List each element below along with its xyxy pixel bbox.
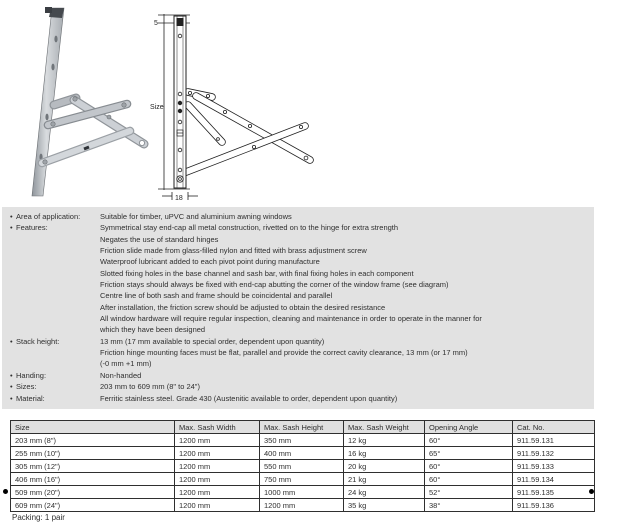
spec-line: Negates the use of standard hinges [100,234,219,244]
spec-row [10,211,588,222]
bullet-icon: • [10,382,13,392]
spec-label: Area of application: [16,212,81,221]
stay-arms-drawing [181,91,310,174]
table-cell: 911.59.131 [513,434,595,447]
spec-line: Non-handed [100,370,142,380]
row-marker-left-dot [3,489,8,494]
spec-row [10,336,588,370]
table-header-row [11,421,595,434]
bullet-icon: • [10,212,13,221]
table-cell: 16 kg [344,447,425,460]
table-cell: 406 mm (16") [11,473,175,486]
table-cell: 1200 mm [260,499,344,512]
channel-bar-drawing [174,16,186,188]
table-cell: 60° [425,434,513,447]
table-cell: 1200 mm [175,460,260,473]
table-row [11,447,595,460]
spec-row [10,393,588,404]
spec-line: 13 mm (17 mm available to special order, dependent upon quantity) [100,336,325,346]
bullet-icon: • [10,223,13,233]
spec-lines [100,393,588,404]
table-cell: 21 kg [344,473,425,486]
spec-lines [100,222,588,335]
dim-label-bottom: 18 [175,195,183,202]
spec-lines [100,370,588,381]
spec-line: Symmetrical stay end-cap all metal construction, rivetted on to the hinge for extra strength [100,223,399,233]
spec-line: Suitable for timber, uPVC and aluminium awning windows [100,212,292,221]
table-cell: 35 kg [344,499,425,512]
spec-line: Waterproof lubricant added to each pivot point during manufacture [100,257,320,267]
spec-row [10,370,588,381]
table-header-cell: Max. Sash Weight [344,421,425,434]
table-cell: 38° [425,499,513,512]
bullet-icon: • [10,393,13,403]
table-cell: 1000 mm [260,486,344,499]
table-cell: 1200 mm [175,434,260,447]
spec-label: Handing: [16,370,47,380]
spec-line: Friction slide made from glass-filled nylon and fitted with brass adjustment screw [100,246,367,256]
spec-label: Material: [16,393,45,403]
spec-line: which they have been designed [100,325,206,335]
table-cell: 203 mm (8") [11,434,175,447]
table-row [11,473,595,486]
spec-line: Ferritic stainless steel. Grade 430 (Austenitic available to order, dependent upon quantity) [100,393,398,403]
spec-label: Sizes: [16,382,37,392]
table-cell: 65° [425,447,513,460]
table-header-cell: Opening Angle [425,421,513,434]
table-row [11,460,595,473]
spec-line: All window hardware will require regular inspection, cleaning and maintenance in order to operate in the manner for [100,314,482,324]
specs-panel [2,207,594,409]
spec-row [10,381,588,392]
table-cell: 911.59.135 [513,486,595,499]
spec-line: After installation, the friction screw should be adjusted to obtain the desired resistance [100,302,386,312]
packing-note: Packing: 1 pair [12,513,65,522]
table-cell: 52° [425,486,513,499]
table-cell: 750 mm [260,473,344,486]
table-cell: 911.59.133 [513,460,595,473]
table-cell: 550 mm [260,460,344,473]
table-cell: 609 mm (24") [11,499,175,512]
table-cell: 1200 mm [175,447,260,460]
stay-arms-photo [42,97,145,164]
table-cell: 255 mm (10") [11,447,175,460]
row-marker-right-dot [589,489,594,494]
technical-drawing [150,2,318,204]
table-cell: 350 mm [260,434,344,447]
table-header-cell: Size [11,421,175,434]
spec-lines [100,211,588,222]
spec-line: Centre line of both sash and frame should be coincidental and parallel [100,291,333,301]
table-cell: 400 mm [260,447,344,460]
table-cell: 911.59.132 [513,447,595,460]
bullet-icon: • [10,336,13,346]
spec-label: Stack height: [16,336,60,346]
table-cell: 911.59.134 [513,473,595,486]
spec-line: Friction hinge mounting faces must be flat, parallel and provide the correct cavity clearance, 13 mm (or 17 mm) [100,348,468,358]
table-cell: 1200 mm [175,499,260,512]
dim-label-size: Size [150,104,164,111]
table-cell: 20 kg [344,460,425,473]
table-row [11,486,595,499]
table-header-cell: Cat. No. [513,421,595,434]
spec-line: Slotted fixing holes in the base channel and sash bar, with final fixing holes in each component [100,268,414,278]
table-cell: 60° [425,460,513,473]
table-cell: 60° [425,473,513,486]
table-cell: 305 mm (12") [11,460,175,473]
table-row [11,499,595,512]
product-table [10,420,595,512]
spec-label: Features: [16,223,48,233]
table-cell: 911.59.136 [513,499,595,512]
table-header-cell: Max. Sash Width [175,421,260,434]
table-cell: 1200 mm [175,486,260,499]
table-cell: 509 mm (20") [11,486,175,499]
bullet-icon: • [10,370,13,380]
table-cell: 24 kg [344,486,425,499]
spec-lines [100,381,588,392]
product-photo [12,5,152,201]
spec-row [10,222,588,335]
dim-label-top: 5 [154,20,158,27]
table-row [11,434,595,447]
table-cell: 1200 mm [175,473,260,486]
table-cell: 12 kg [344,434,425,447]
spec-line: Friction stays should always be fixed with end-cap abutting the corner of the window frame (see diagram) [100,280,449,290]
spec-line: (-0 mm +1 mm) [100,359,152,369]
spec-lines [100,336,588,370]
spec-line: 203 mm to 609 mm (8" to 24") [100,382,200,392]
table-header-cell: Max. Sash Height [260,421,344,434]
